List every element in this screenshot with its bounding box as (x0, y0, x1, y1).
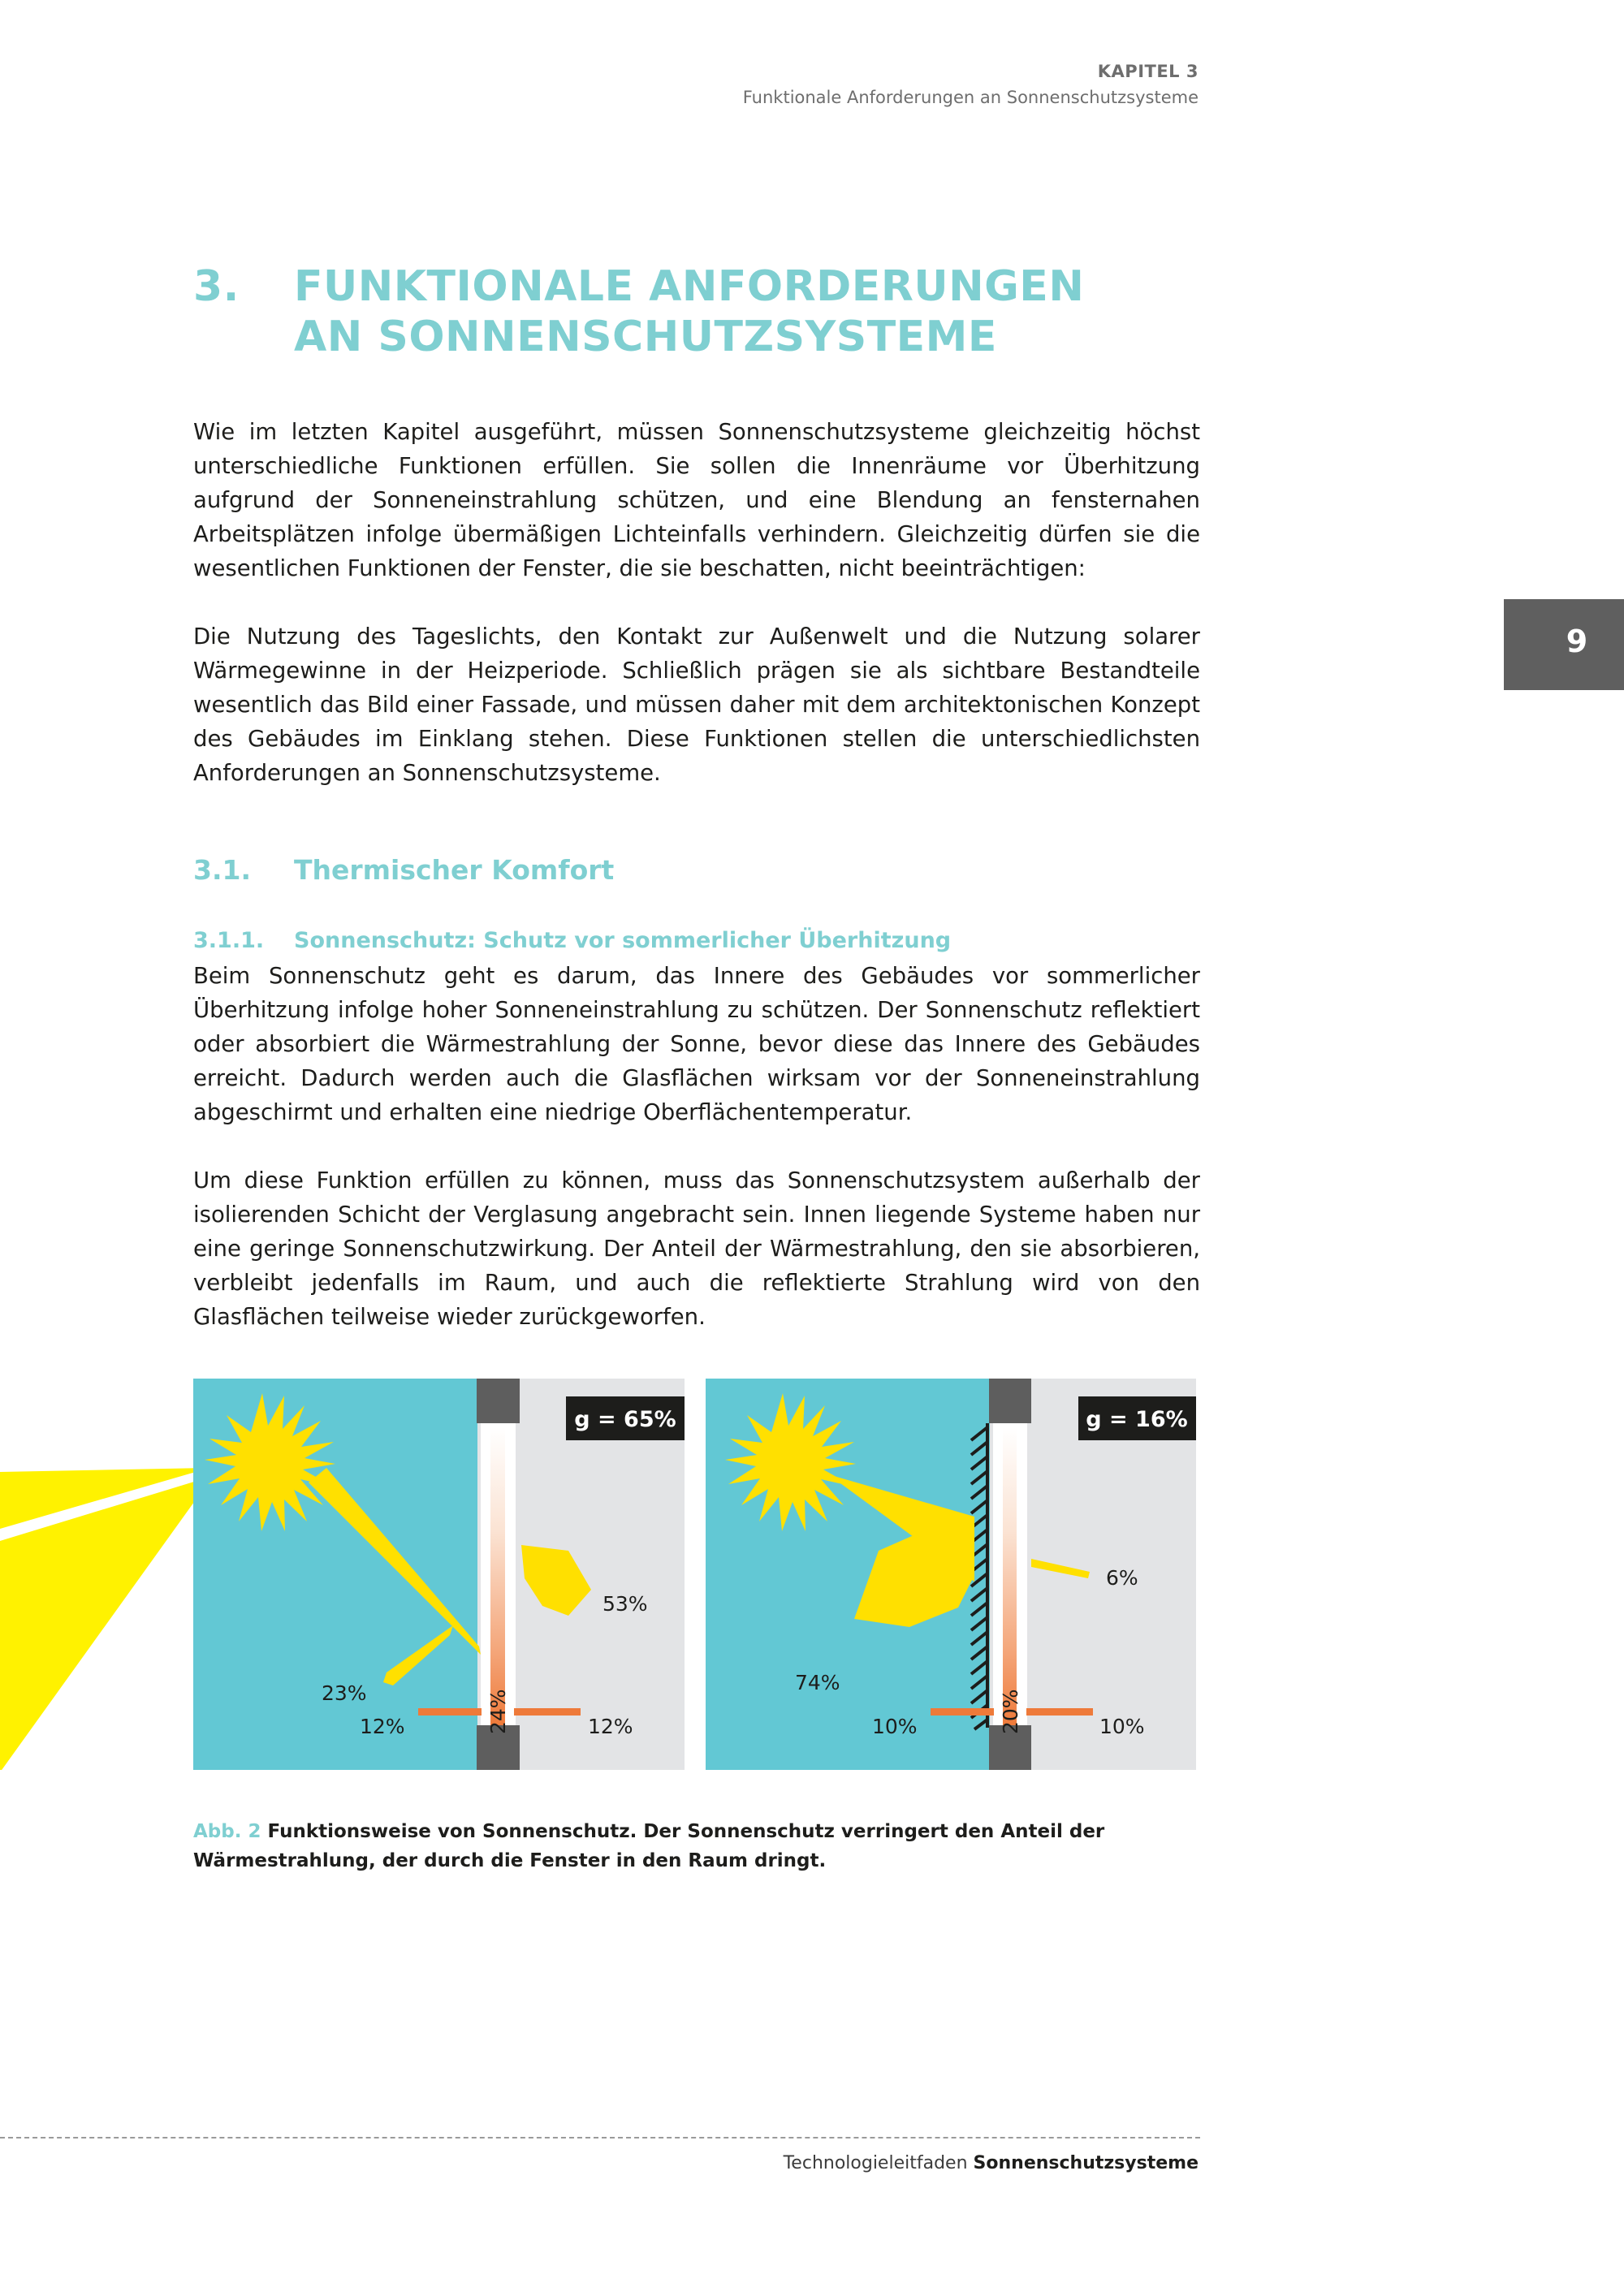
heat-arrow-inside (1026, 1708, 1093, 1716)
absorbed-percent: 20% (999, 1689, 1022, 1734)
absorbed-percent: 24% (486, 1689, 510, 1734)
reflected-percent: 74% (795, 1671, 840, 1694)
sonnenschutz-paragraph-2: Um diese Funktion erfüllen zu können, muss das Sonnenschutzsystem außerhalb der isolierenden Schicht der Verglasung angebracht sein. Innen liegende Systeme haben nur eine geringe Sonnenschutzwirkung. Der Anteil der Wärmestrahlung, den sie absorbieren, verbleibt jedenfalls im Raum, und auch die reflektierte Strahlung wird von den Glasflächen teilweise wieder zurückgeworfen. (193, 1167, 1200, 1330)
footer-divider (0, 2137, 1200, 2138)
glass-heat-gradient (1003, 1427, 1017, 1725)
footer-bold-text: Sonnenschutzsysteme (973, 2153, 1199, 2173)
sun-protection-diagram (0, 1379, 1202, 1770)
intro-paragraph-1: Wie im letzten Kapitel ausgeführt, müssen Sonnenschutzsysteme gleichzeitig höchst unterschiedliche Funktionen erfüllen. Sie sollen die Innenräume vor Überhitzung aufgrund der Sonneneinstrahlung schützen, und eine Blendung an fensternahen Arbeitsplätzen infolge übermäßigen Lichteinfalls verhindern. Gleichzeitig dürfen sie die wesentlichen Funktionen der Fenster, die sie beschatten, nicht beeinträchtigen: (193, 419, 1200, 581)
subsection-heading (193, 854, 615, 886)
glass-heat-gradient (490, 1427, 505, 1725)
footer-text: Technologieleitfaden (783, 2153, 968, 2173)
panel-without-shading (193, 1379, 685, 1770)
section-number: 3. (193, 262, 240, 311)
outside-convection-percent: 12% (360, 1715, 405, 1738)
chapter-subtitle: Funktionale Anforderungen an Sonnenschutzsysteme (742, 88, 1199, 107)
panel-with-external-shading (706, 1379, 1196, 1770)
g-value-label: g = 16% (1086, 1407, 1188, 1432)
subsubsection-number: 3.1.1. (193, 928, 265, 953)
subsection-number: 3.1. (193, 854, 251, 886)
chapter-label: KAPITEL 3 (1097, 62, 1199, 81)
intro-paragraph-2-block (193, 619, 1200, 790)
inside-convection-percent: 12% (588, 1715, 633, 1738)
section-title-line2: AN SONNENSCHUTZSYSTEME (294, 313, 997, 361)
sonnenschutz-paragraph-1-block (193, 959, 1200, 1129)
figure-label: Abb. 2 (193, 1821, 261, 1842)
subsubsection-title: Sonnenschutz: Schutz vor sommerlicher Überhitzung (294, 928, 952, 953)
page-number: 9 (1566, 624, 1588, 659)
window-frame-top (477, 1379, 520, 1423)
sonnenschutz-paragraph-2-block (193, 1163, 1200, 1334)
reflected-percent: 23% (322, 1681, 367, 1705)
transmitted-percent: 53% (603, 1592, 648, 1616)
heat-arrow-inside (514, 1708, 581, 1716)
footer (784, 2153, 1199, 2173)
subsubsection-heading (193, 928, 952, 953)
incoming-beam (0, 1476, 213, 1770)
window-frame-top (989, 1379, 1031, 1423)
section-title-line1: FUNKTIONALE ANFORDERUNGEN (294, 262, 1085, 311)
intro-paragraph-2: Die Nutzung des Tageslichts, den Kontakt zur Außenwelt und die Nutzung solarer Wärmegewinne in der Heizperiode. Schließlich prägen sie als sichtbare Bestandteile wesentlich das Bild einer Fassade, und müssen daher mit dem architektonischen Konzept des Gebäudes im Einklang stehen. Diese Funktionen stellen die unterschiedlichsten Anforderungen an Sonnenschutzsysteme. (193, 624, 1200, 786)
transmitted-percent: 6% (1106, 1566, 1138, 1590)
subsection-title: Thermischer Komfort (294, 854, 615, 886)
figure-caption-text: Funktionsweise von Sonnenschutz. Der Sonnenschutz verringert den Anteil der Wärmestrahlung, der durch die Fenster in den Raum dringt. (193, 1821, 1105, 1871)
outside-convection-percent: 10% (872, 1715, 918, 1738)
sonnenschutz-paragraph-1: Beim Sonnenschutz geht es darum, das Innere des Gebäudes vor sommerlicher Überhitzung infolge hoher Sonneneinstrahlung zu schützen. Der Sonnenschutz reflektiert oder absorbiert die Wärmestrahlung der Sonne, bevor diese das Innere des Gebäudes erreicht. Dadurch werden auch die Glasflächen wirksam vor der Sonneneinstrahlung abgeschirmt und erhalten eine niedrige Oberflächentemperatur. (193, 963, 1200, 1125)
heat-arrow-outside (931, 1708, 994, 1716)
inside-convection-percent: 10% (1099, 1715, 1145, 1738)
figure-caption (193, 1817, 1200, 1875)
g-value-label: g = 65% (574, 1407, 676, 1432)
page-number-tab (1504, 599, 1624, 690)
heat-arrow-outside (418, 1708, 482, 1716)
intro-paragraph-1-block (193, 415, 1200, 585)
running-header (743, 62, 1199, 107)
